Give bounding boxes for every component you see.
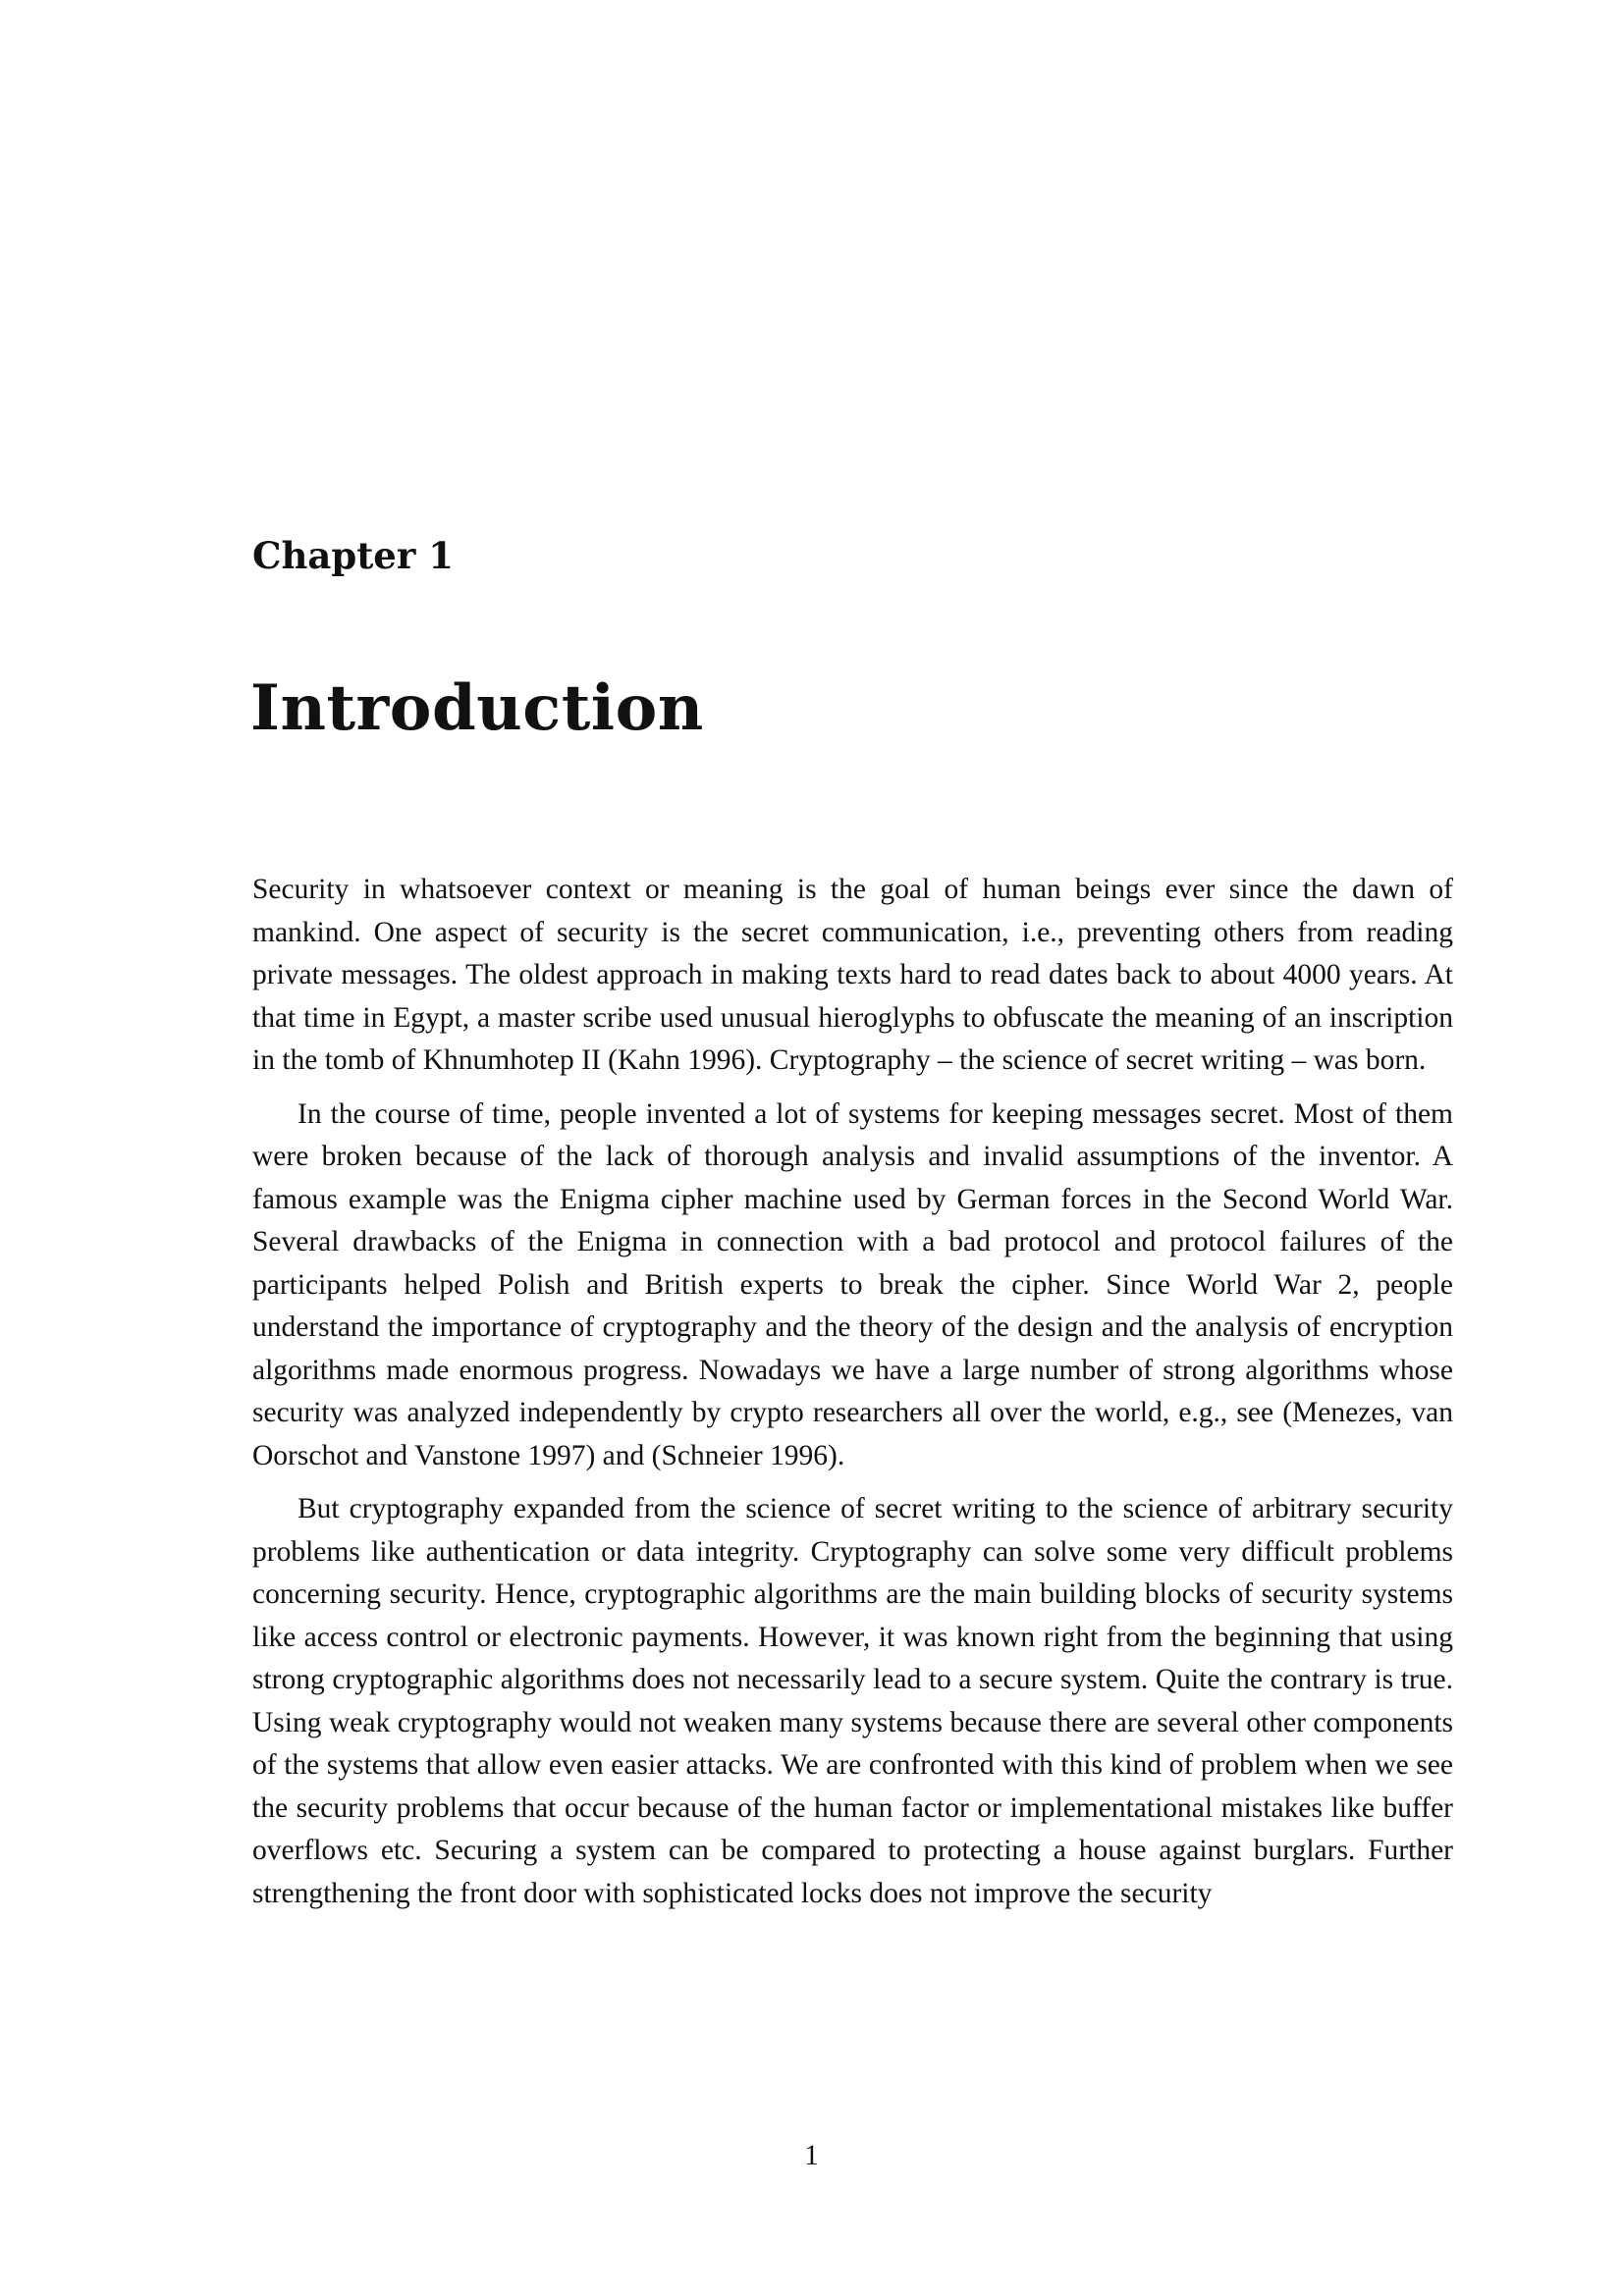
body-text [252,869,1453,1926]
paragraph-2: In the course of time, people invented a lot of systems for keeping messages secret. Most of them were broken because of the lack of thorough analysis and invalid assumptions of the inventor. A famous example was the Enigma cipher machine used by German forces in the Second World War. Several drawbacks of the Enigma in connection with a bad protocol and protocol failures of the participants helped Polish and British experts to break the cipher. Since World War 2, people understand the importance of cryptography and the theory of the design and the analysis of encryption algorithms made enormous progress. Nowadays we have a large number of strong algorithms whose security was analyzed independently by crypto researchers all over the world, e.g., see (Menezes, van Oorschot and Vanstone 1997) and (Schneier 1996). [252,1097,1453,1471]
paragraph-3: But cryptography expanded from the science of secret writing to the science of arbitrary security problems like authentication or data integrity. Cryptography can solve some very difficult problems concerning security. Hence, cryptographic algorithms are the main building blocks of security systems like access control or electronic payments. However, it was known right from the beginning that using strong cryptographic algorithms does not necessarily lead to a secure system. Quite the contrary is true. Using weak cryptography would not weaken many systems because there are several other components of the systems that allow even easier attacks. We are confronted with this kind of problem when we see the security problems that occur because of the human factor or implementational mistakes like buffer overflows etc. Securing a system can be compared to protecting a house against burglars. Further strengthening the front door with sophisticated locks does not improve the security [252,1493,1453,1909]
paragraph-1: Security in whatsoever context or meaning is the goal of human beings ever since the dawn of mankind. One aspect of security is the secret communication, i.e., preventing others from reading private messages. The oldest approach in making texts hard to read dates back to about 4000 years. At that time in Egypt, a master scribe used unusual hieroglyphs to obfuscate the meaning of an inscription in the tomb of Khnumhotep II (Kahn 1996). Cryptography – the science of secret writing – was born. [252,874,1453,1076]
page-number: 1 [804,2140,819,2171]
chapter-title: Introduction [250,671,704,745]
chapter-label: Chapter 1 [252,534,454,577]
